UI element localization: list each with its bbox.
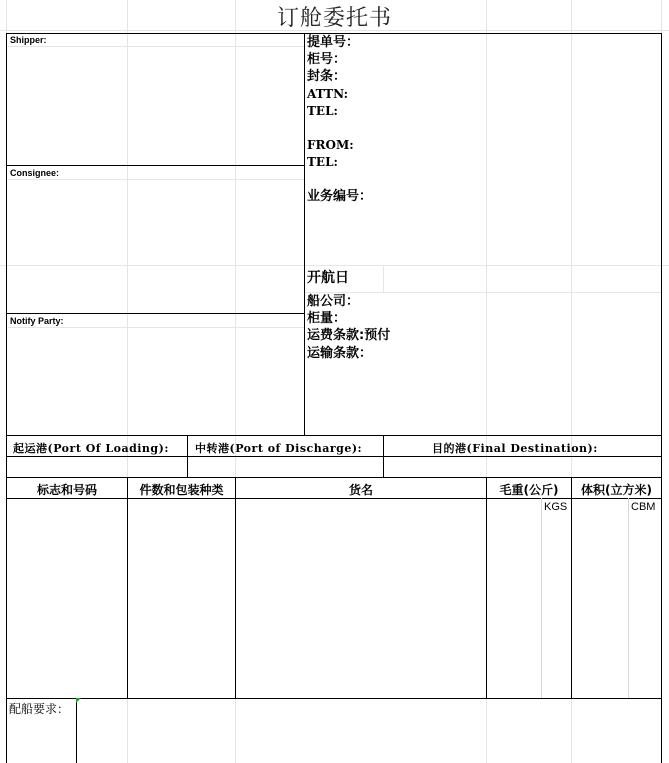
consignee-label: Consignee: (10, 168, 60, 178)
form-border-right (661, 33, 662, 763)
sailing-date-label: 开航日 (307, 270, 349, 286)
col-header-marks: 标志和号码 (36, 483, 97, 497)
divider (304, 33, 305, 435)
divider (571, 477, 572, 698)
tel1-label: TEL: (307, 104, 338, 118)
divider (486, 477, 487, 698)
grid-line (8, 327, 304, 328)
grid-line (383, 265, 384, 292)
page-title: 订舱委托书 (276, 6, 392, 31)
business-no-label: 业务编号： (307, 189, 373, 204)
divider (6, 313, 304, 314)
volume-unit: CBM (631, 501, 656, 513)
divider (127, 477, 128, 698)
divider (6, 477, 662, 478)
col-header-description: 货名 (348, 483, 373, 497)
divider (6, 498, 662, 499)
container-qty-label: 柜量： (307, 311, 347, 326)
notify-party-label: Notify Party: (10, 316, 64, 326)
grid-line (8, 179, 304, 180)
shipper-label: Shipper: (10, 35, 47, 45)
divider (628, 498, 629, 698)
col-header-gross-weight: 毛重(公斤) (499, 483, 559, 497)
divider (76, 698, 77, 763)
attn-label: ATTN: (307, 87, 349, 101)
divider (6, 435, 662, 436)
from-label: FROM: (307, 138, 354, 152)
weight-unit: KGS (544, 501, 568, 513)
divider (6, 698, 662, 699)
port-of-loading-label: 起运港(Port Of Loading): (13, 442, 169, 455)
form-border-left (6, 33, 7, 763)
divider (6, 165, 304, 166)
port-of-discharge-label: 中转港(Port of Discharge): (195, 442, 363, 455)
divider (235, 477, 236, 698)
stowage-requirement-label: 配船要求： (9, 702, 70, 716)
seal-no-label: 封条： (307, 69, 347, 84)
container-no-label: 柜号： (307, 52, 347, 67)
grid-line (8, 46, 304, 47)
freight-terms-label: 运费条款:预付 (307, 328, 391, 343)
shipping-company-label: 船公司： (307, 294, 360, 309)
transport-terms-label: 运输条款： (307, 346, 373, 361)
bl-no-label: 提单号： (307, 35, 360, 50)
divider (6, 456, 662, 457)
col-header-volume: 体积(立方米) (581, 483, 652, 497)
grid-line (0, 265, 669, 266)
divider (541, 498, 542, 698)
comment-marker-icon (76, 698, 81, 703)
tel2-label: TEL: (307, 155, 338, 169)
col-header-packages: 件数和包装种类 (139, 483, 224, 497)
final-destination-label: 目的港(Final Destination): (432, 442, 598, 455)
